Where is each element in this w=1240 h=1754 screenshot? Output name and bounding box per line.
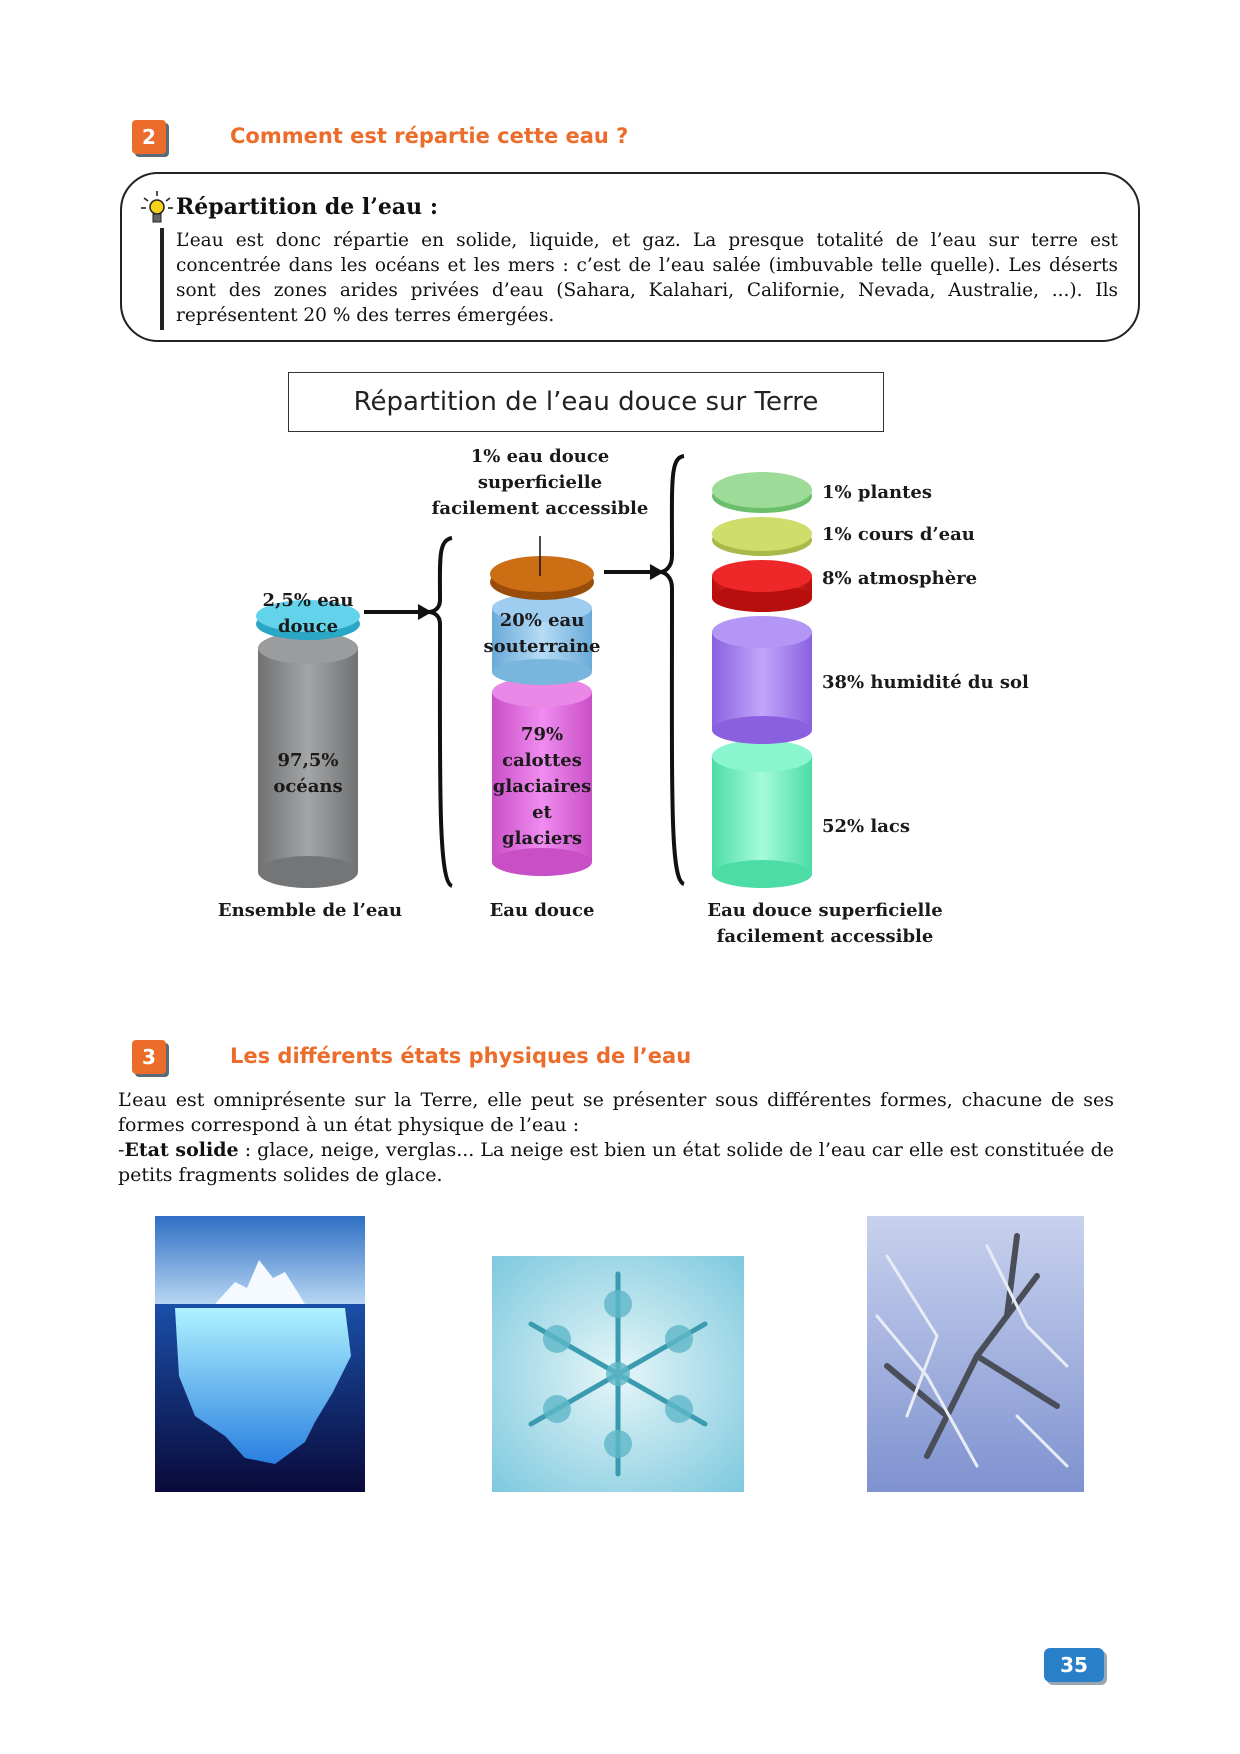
section-3-badge: 3 [132,1040,166,1074]
label-freshwater-top: 2,5% eau [262,590,354,611]
label-soil: 38% humidité du sol [822,672,1029,693]
section-3-intro: L’eau est omniprésente sur la Terre, elle peut se présenter sous différentes formes, chacune de ses formes correspond à un état physique de l’eau : [118,1089,1114,1136]
segment-surface-water [490,556,594,600]
segment-plants [712,472,812,513]
label-ground-l1: 20% eau [499,610,585,631]
label-surface-l3: facilement accessible [431,498,649,519]
section-2-badge: 2 [132,120,166,154]
label-oceans-bottom: océans [273,776,343,797]
solid-text: : glace, neige, verglas... La neige est bien un état solide de l’eau car elle est constituée de petits fragments solides de glace. [118,1139,1114,1186]
chart-title: Répartition de l’eau douce sur Terre [288,372,884,432]
label-oceans-top: 97,5% [277,750,339,771]
category-label-surface-l2: facilement accessible [716,926,934,947]
label-freshwater-bottom: douce [277,616,339,637]
category-label-freshwater: Eau douce [489,900,595,921]
label-glacier-l5: glaciers [502,828,582,849]
category-label-all-water: Ensemble de l’eau [217,900,403,921]
solid-label: Etat solide [124,1139,239,1161]
label-plants: 1% plantes [822,482,932,503]
label-lakes: 52% lacs [822,816,911,837]
label-surface-l1: 1% eau douce [470,446,610,467]
label-glacier-l3: glaciaires [492,776,592,797]
info-title: Répartition de l’eau : [176,194,438,220]
brace-1 [428,538,452,886]
solid-prefix: - [118,1139,125,1161]
arrow-1 [364,604,432,620]
section-3-solid [118,1138,1114,1188]
label-glacier-l2: calottes [502,750,582,771]
label-ground-l2: souterraine [483,636,601,657]
label-glacier-l4: et [532,802,552,823]
section-2-title: Comment est répartie cette eau ? [230,124,629,148]
label-surface-l2: superficielle [477,472,603,493]
label-atmosphere: 8% atmosphère [822,568,978,589]
frozen-branches-photo [867,1216,1084,1492]
arrow-2 [604,564,664,580]
label-rivers: 1% cours d’eau [822,524,975,545]
section-3-title: Les différents états physiques de l’eau [230,1044,692,1068]
segment-lakes [712,740,812,888]
label-glacier-l1: 79% [520,724,564,745]
page-number: 35 [1044,1648,1104,1682]
brace-2 [660,456,684,884]
snowflake-photo [492,1256,744,1492]
segment-atmosphere [712,560,812,612]
segment-rivers [712,517,812,556]
info-text: L’eau est donc répartie en solide, liquide, et gaz. La presque totalité de l’eau sur terre est concentrée dans les océans et les mers : c’est de l’eau salée (imbuvable telle quelle). Les déserts sont des zones arides privées d’eau (Sahara, Kalahari, Californie, Nevada, Australie, ...). Ils représentent 20 % des terres émergées. [176,230,1118,326]
section-3-body [118,1088,1114,1188]
category-label-surface-l1: Eau douce superficielle [707,900,943,921]
segment-soil-humidity [712,616,812,744]
iceberg-photo [155,1216,365,1492]
